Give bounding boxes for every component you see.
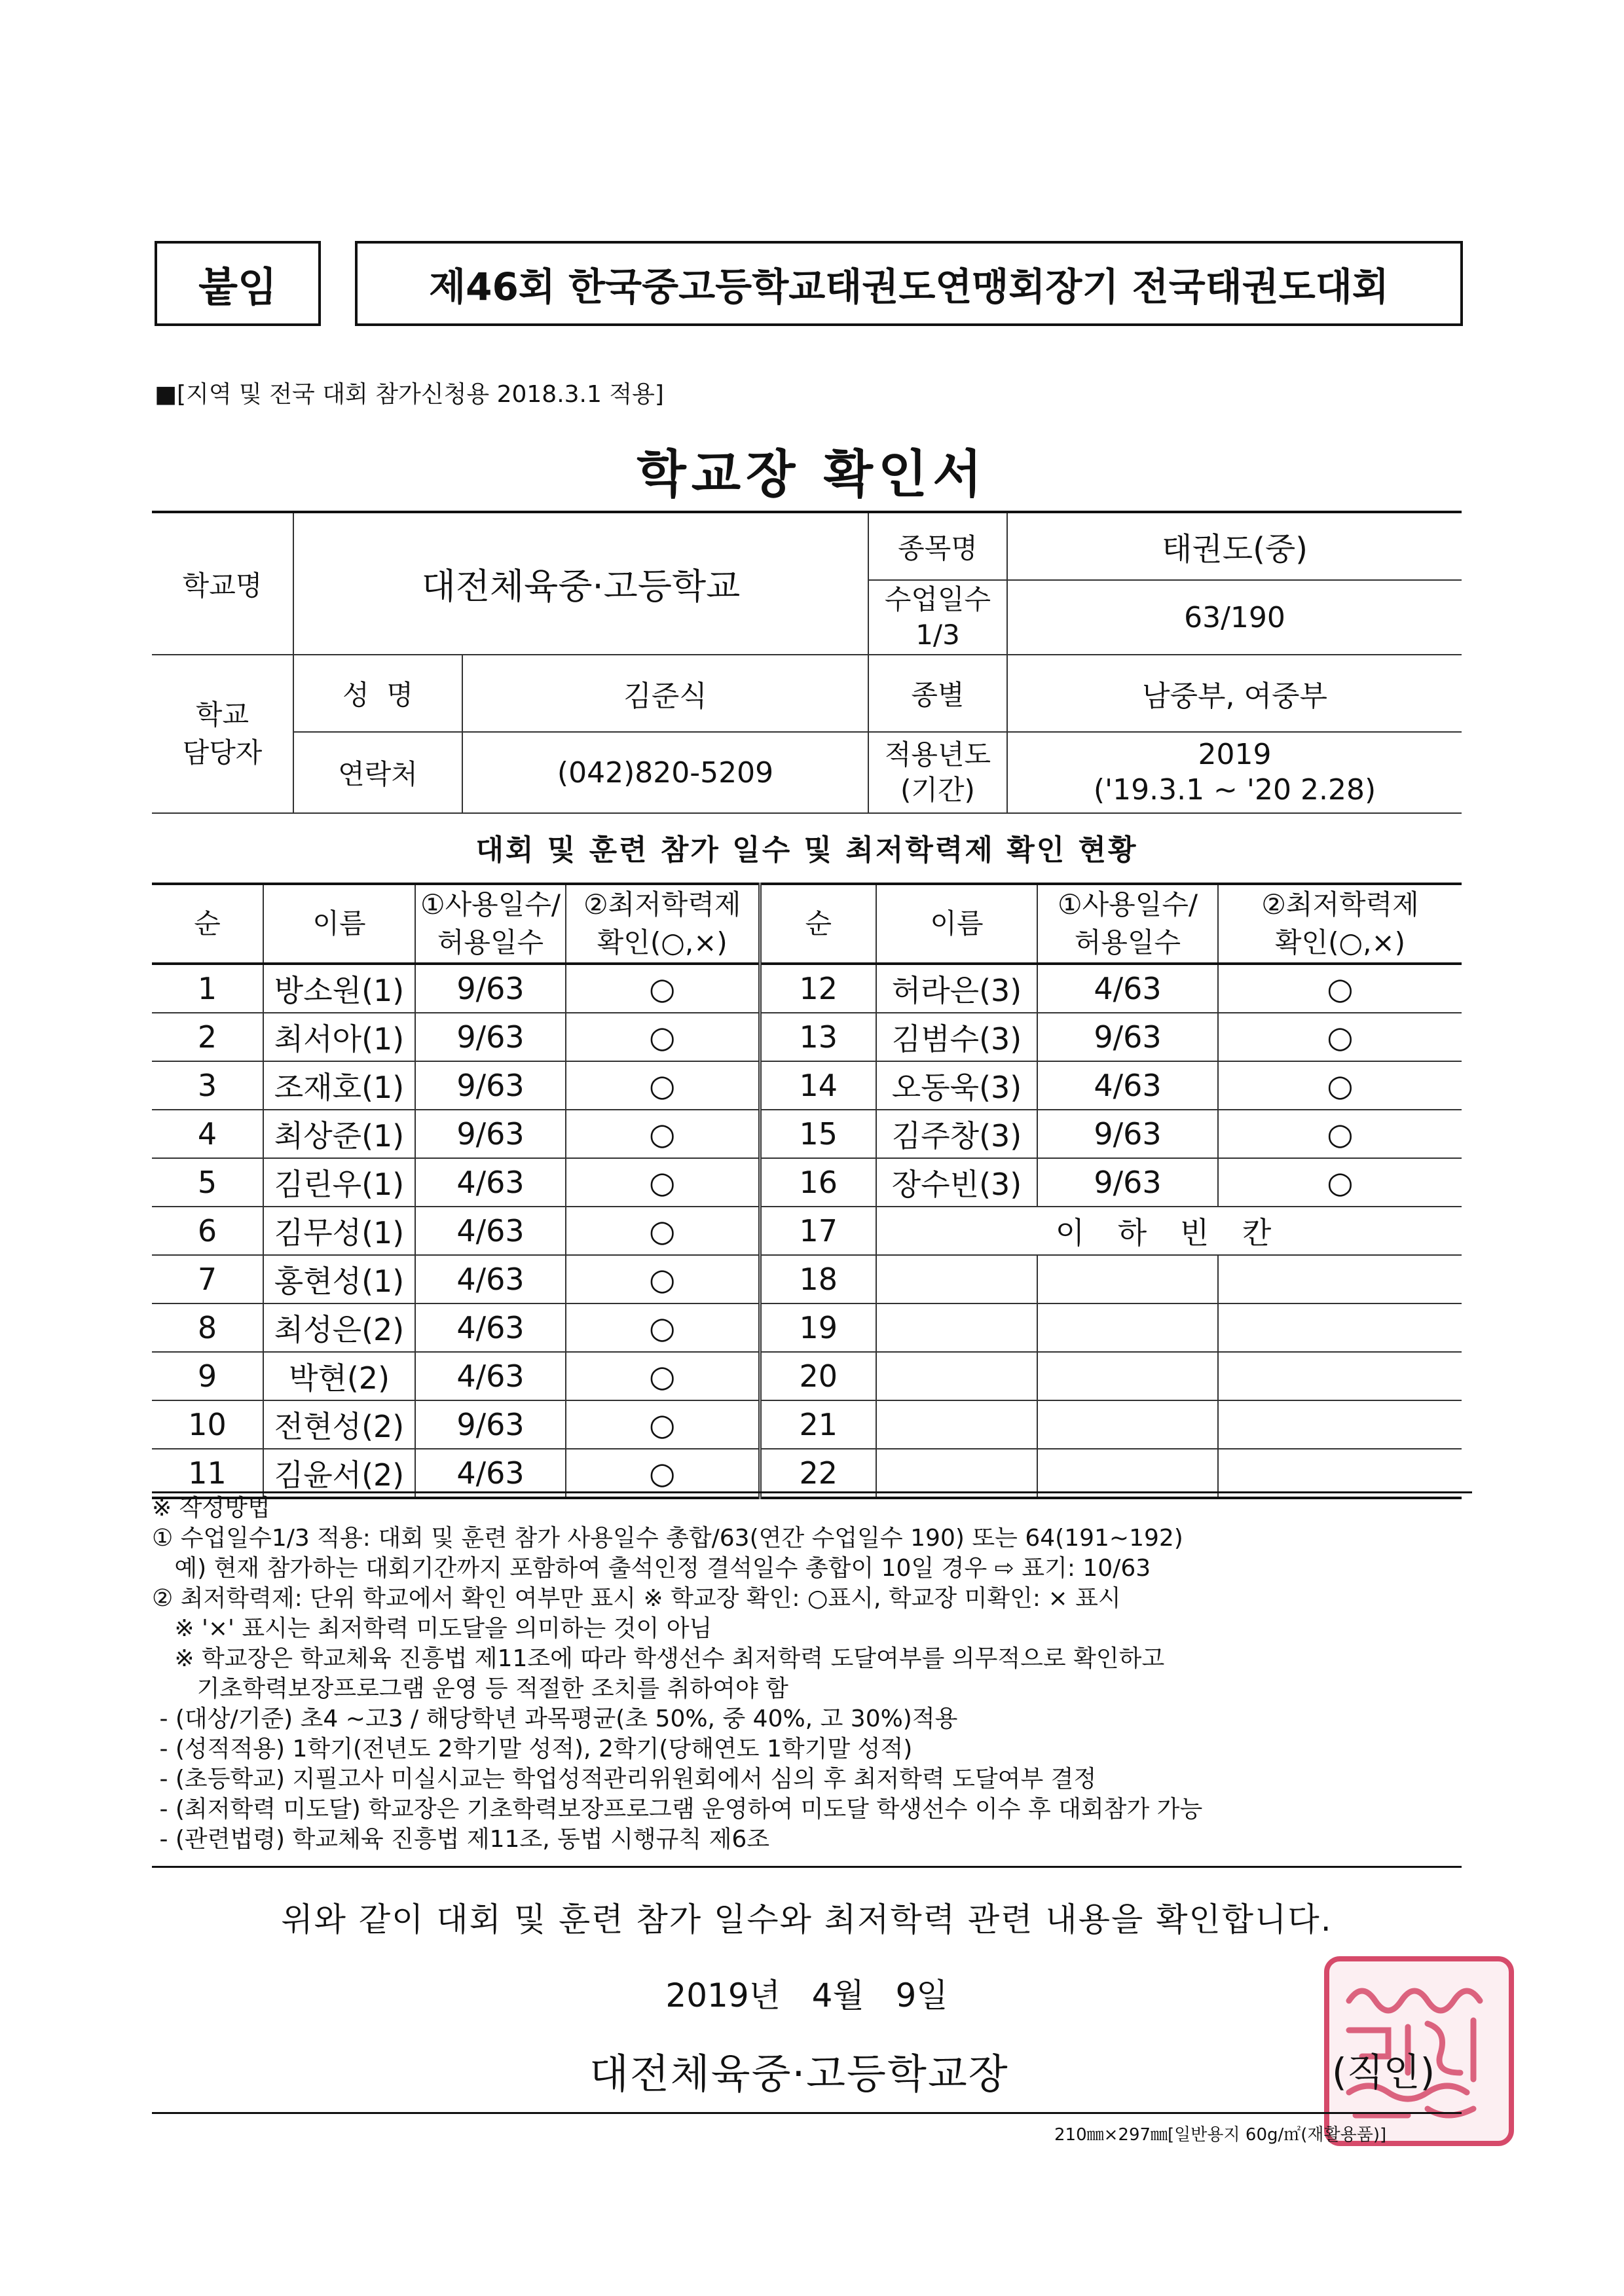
left-name-cell: 최서아(1) [263,1013,415,1061]
right-name-cell [876,1255,1037,1303]
right-name-cell: 김범수(3) [876,1013,1037,1061]
note-line: - (성적적용) 1학기(전년도 2학기말 성적), 2학기(당해연도 1학기말 성적) [152,1736,913,1762]
document-title: 학교장 확인서 [637,445,987,504]
seal-label: (직인) [1332,2050,1435,2094]
left-no-cell: 1 [152,964,263,1013]
right-days-cell: 9/63 [1037,1013,1218,1061]
note-line: 기초학력보장프로그램 운영 등 적절한 조치를 취하여야 함 [152,1675,788,1702]
right-no-cell: 22 [760,1449,876,1498]
left-name-cell: 조재호(1) [263,1061,415,1110]
name-value: 김준식 [462,655,868,732]
footer-rule [152,2112,1462,2114]
right-check-cell: ○ [1218,1110,1462,1158]
right-no-cell: 17 [760,1207,876,1255]
period-value: ('19.3.1 ~ '20 2.28) [1093,773,1376,807]
header-days-right [1037,884,1218,964]
left-name-cell: 홍현성(1) [263,1255,415,1303]
class-days-label-line2: 1/3 [915,619,960,651]
right-days-cell [1037,1400,1218,1449]
left-check-cell: ○ [566,1303,760,1352]
right-no-cell: 18 [760,1255,876,1303]
note-line: 예) 현재 참가하는 대회기간까지 포함하여 출석인정 결석일수 총합이 10일 경우 ⇨ 표기: 10/63 [152,1555,1151,1582]
left-name-cell: 최성은(2) [263,1303,415,1352]
left-name-cell: 김윤서(2) [263,1449,415,1498]
left-name-cell: 최상준(1) [263,1110,415,1158]
year-label-line1: 적용년도 [884,738,991,771]
left-days-cell: 9/63 [415,1061,566,1110]
right-check-cell: ○ [1218,1061,1462,1110]
year-value [1007,732,1462,813]
left-days-cell: 4/63 [415,1303,566,1352]
left-no-cell: 8 [152,1303,263,1352]
attachment-tag: 붙임 [155,241,321,326]
school-info-table [152,511,1462,814]
header-check-line1: ②최저학력제 [583,888,741,920]
left-name-cell: 박현(2) [263,1352,415,1400]
right-check-cell [1218,1255,1462,1303]
right-name-cell [876,1449,1037,1498]
left-no-cell: 3 [152,1061,263,1110]
note-line: ※ '×' 표시는 최저학력 미도달을 의미하는 것이 아님 [152,1615,712,1642]
right-check-cell [1218,1303,1462,1352]
note-line: - (최저학력 미도달) 학교장은 기초학력보장프로그램 운영하여 미도달 학생선수 이수 후 대회참가 가능 [152,1796,1203,1823]
right-days-cell [1037,1449,1218,1498]
table-row [152,964,1462,1013]
left-name-cell: 김린우(1) [263,1158,415,1207]
form-note: ■[지역 및 전국 대회 참가신청용 2018.3.1 적용] [155,381,664,408]
left-check-cell: ○ [566,1449,760,1498]
right-no-cell: 21 [760,1400,876,1449]
event-value: 태권도(중) [1007,512,1462,580]
left-no-cell: 4 [152,1110,263,1158]
right-check-cell [1218,1352,1462,1400]
left-name-cell: 전현성(2) [263,1400,415,1449]
header-days-line2: 허용일수 [437,926,544,958]
table-row [152,1061,1462,1110]
right-no-cell: 15 [760,1110,876,1158]
class-days-label [868,580,1007,655]
right-no-cell: 16 [760,1158,876,1207]
left-days-cell: 9/63 [415,964,566,1013]
class-days-value: 63/190 [1007,580,1462,655]
right-check-cell [1218,1449,1462,1498]
left-days-cell: 9/63 [415,1110,566,1158]
header-check-line1: ②최저학력제 [1261,888,1419,920]
paper-spec: 210㎜×297㎜[일반용지 60g/㎡(재활용품)] [1054,2125,1387,2145]
left-no-cell: 10 [152,1400,263,1449]
header-no-right: 순 [760,884,876,964]
left-days-cell: 4/63 [415,1158,566,1207]
left-check-cell: ○ [566,1352,760,1400]
attendance-table [152,883,1462,1499]
note-line: ① 수업일수1/3 적용: 대회 및 훈련 참가 사용일수 총합/63(연간 수업일수 190) 또는 64(191~192) [152,1525,1183,1552]
manager-label-line1: 학교 [195,699,249,731]
right-name-cell: 오동욱(3) [876,1061,1037,1110]
right-check-cell: ○ [1218,964,1462,1013]
contact-label: 연락처 [293,732,462,813]
category-value: 남중부, 여중부 [1007,655,1462,732]
category-label: 종별 [868,655,1007,732]
right-check-cell [1218,1400,1462,1449]
header-check-left [566,884,760,964]
header-days-line1: ①사용일수/ [1057,888,1198,920]
event-label: 종목명 [868,512,1007,580]
left-check-cell: ○ [566,1061,760,1110]
right-days-cell: 4/63 [1037,964,1218,1013]
right-check-cell: ○ [1218,1013,1462,1061]
date-line: 2019년 4월 9일 [665,1977,948,2014]
notes-bottom-rule [152,1866,1462,1868]
school-name-label: 학교명 [152,512,293,655]
event-title: 제46회 한국중고등학교태권도연맹회장기 전국태권도대회 [355,241,1463,326]
signer-name: 대전체육중·고등학교장 [589,2050,1009,2098]
left-check-cell: ○ [566,1207,760,1255]
right-days-cell [1037,1255,1218,1303]
header-no-left: 순 [152,884,263,964]
year-label [868,732,1007,813]
right-name-cell [876,1400,1037,1449]
left-days-cell: 9/63 [415,1013,566,1061]
left-check-cell: ○ [566,1110,760,1158]
right-no-cell: 19 [760,1303,876,1352]
right-no-cell: 20 [760,1352,876,1400]
left-check-cell: ○ [566,964,760,1013]
left-days-cell: 4/63 [415,1352,566,1400]
name-label: 성 명 [293,655,462,732]
left-name-cell: 방소원(1) [263,964,415,1013]
table-row [152,1303,1462,1352]
left-days-cell: 9/63 [415,1400,566,1449]
header-check-right [1218,884,1462,964]
left-no-cell: 2 [152,1013,263,1061]
year-value-line1: 2019 [1198,738,1272,771]
note-line: - (관련법령) 학교체육 진흥법 제11조, 동법 시행규칙 제6조 [152,1826,770,1853]
left-name-cell: 김무성(1) [263,1207,415,1255]
left-no-cell: 11 [152,1449,263,1498]
contact-value: (042)820-5209 [462,732,868,813]
right-no-cell: 14 [760,1061,876,1110]
left-no-cell: 9 [152,1352,263,1400]
header-days-line2: 허용일수 [1074,926,1181,958]
left-check-cell: ○ [566,1400,760,1449]
left-days-cell: 4/63 [415,1207,566,1255]
right-name-cell: 김주창(3) [876,1110,1037,1158]
table-row [152,1013,1462,1061]
header-days-left [415,884,566,964]
right-name-cell [876,1303,1037,1352]
header-name-right: 이름 [876,884,1037,964]
class-days-label-line1: 수업일수 [884,583,991,615]
right-no-cell: 12 [760,964,876,1013]
left-no-cell: 6 [152,1207,263,1255]
left-no-cell: 7 [152,1255,263,1303]
confirm-sentence: 위와 같이 대회 및 훈련 참가 일수와 최저학력 관련 내용을 확인합니다. [281,1901,1333,1939]
left-no-cell: 5 [152,1158,263,1207]
right-days-cell [1037,1303,1218,1352]
left-check-cell: ○ [566,1158,760,1207]
header-check-line2: 확인(○,×) [597,926,728,958]
note-line: - (초등학교) 지필고사 미실시교는 학업성적관리위원회에서 심의 후 최저학력 도달여부 결정 [152,1766,1097,1793]
note-line: ② 최저학력제: 단위 학교에서 확인 여부만 표시 ※ 학교장 확인: ○표시, 학교장 미확인: × 표시 [152,1585,1121,1612]
note-line: - (대상/기준) 초4 ~고3 / 해당학년 과목평균(초 50%, 중 40%, 고 30%)적용 [152,1705,958,1732]
header-days-line1: ①사용일수/ [420,888,561,920]
table-row [152,1400,1462,1449]
school-name-value: 대전체육중·고등학교 [293,512,868,655]
table-row [152,1158,1462,1207]
blank-below-note: 이 하 빈 칸 [876,1207,1462,1255]
writing-instructions [152,1491,1472,1855]
note-line: ※ 학교장은 학교체육 진흥법 제11조에 따라 학생선수 최저학력 도달여부를 의무적으로 확인하고 [152,1645,1165,1672]
right-name-cell: 허라은(3) [876,964,1037,1013]
right-days-cell: 9/63 [1037,1110,1218,1158]
year-label-line2: (기간) [900,774,975,806]
right-days-cell [1037,1352,1218,1400]
right-name-cell: 장수빈(3) [876,1158,1037,1207]
table-row [152,1110,1462,1158]
table-row [152,1449,1462,1498]
manager-label-line2: 담당자 [182,737,263,769]
left-days-cell: 4/63 [415,1255,566,1303]
note-line: ※ 작성방법 [152,1495,270,1522]
table-row [152,1352,1462,1400]
left-days-cell: 4/63 [415,1449,566,1498]
right-check-cell: ○ [1218,1158,1462,1207]
header-check-line2: 확인(○,×) [1274,926,1406,958]
right-days-cell: 9/63 [1037,1158,1218,1207]
right-name-cell [876,1352,1037,1400]
right-no-cell: 13 [760,1013,876,1061]
section-title: 대회 및 훈련 참가 일수 및 최저학력제 확인 현황 [475,833,1138,867]
table-row [152,1255,1462,1303]
header-name-left: 이름 [263,884,415,964]
right-days-cell: 4/63 [1037,1061,1218,1110]
table-row [152,1207,1462,1255]
manager-label [152,655,293,813]
left-check-cell: ○ [566,1255,760,1303]
left-check-cell: ○ [566,1013,760,1061]
